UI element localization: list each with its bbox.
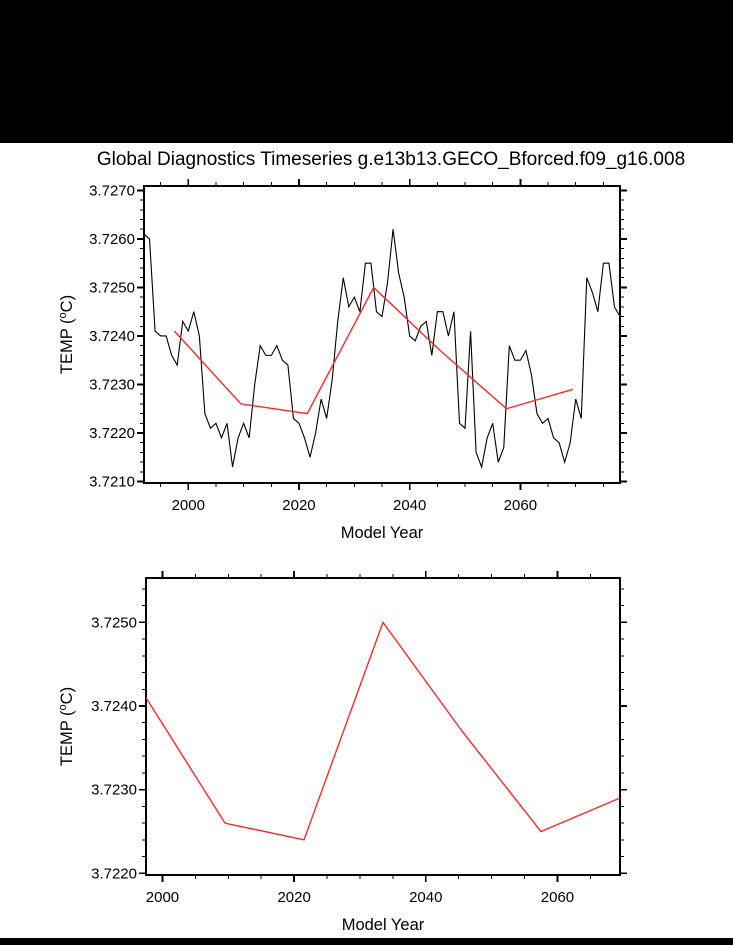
x-tick-label: 2060 xyxy=(540,889,575,906)
y-tick-label: 3.7250 xyxy=(91,614,137,632)
x-axis-title: Model Year xyxy=(341,916,425,934)
x-axis-title: Model Year xyxy=(340,524,424,542)
y-tick-label: 3.7240 xyxy=(91,698,137,716)
y-axis-title: TEMP ($^o$C) xyxy=(57,294,76,375)
y-tick-label: 3.7220 xyxy=(91,865,137,883)
x-tick-label: 2020 xyxy=(277,889,311,906)
x-tick-label: 2060 xyxy=(503,497,538,514)
top-timeseries-panel xyxy=(57,179,627,542)
bottom-timeseries-panel xyxy=(57,571,627,934)
y-tick-label: 3.7250 xyxy=(89,279,135,297)
x-tick-label: 2040 xyxy=(409,889,443,906)
y-tick-label: 3.7230 xyxy=(89,376,135,394)
y-axis-title: TEMP ($^o$C) xyxy=(57,686,76,767)
y-tick-label: 3.7240 xyxy=(89,327,135,345)
y-tick-label: 3.7260 xyxy=(89,230,135,248)
smoothed-values-line xyxy=(174,287,573,413)
plot-frame xyxy=(144,186,620,483)
smoothed-values-line xyxy=(146,622,620,840)
y-tick-label: 3.7210 xyxy=(89,473,135,491)
x-tick-label: 2000 xyxy=(145,889,180,906)
y-tick-label: 3.7230 xyxy=(91,781,137,799)
x-tick-label: 2040 xyxy=(392,497,427,514)
x-tick-label: 2000 xyxy=(171,497,205,514)
x-tick-label: 2020 xyxy=(282,497,316,514)
annual-values-line xyxy=(144,229,620,467)
y-tick-label: 3.7220 xyxy=(89,425,135,443)
axis-ticks xyxy=(137,179,627,490)
y-tick-label: 3.7270 xyxy=(89,182,135,200)
axis-ticks xyxy=(139,571,627,882)
page-title: Global Diagnostics Timeseries g.e13b13.GECO_Bforced.f09_g16.008 xyxy=(96,149,686,170)
